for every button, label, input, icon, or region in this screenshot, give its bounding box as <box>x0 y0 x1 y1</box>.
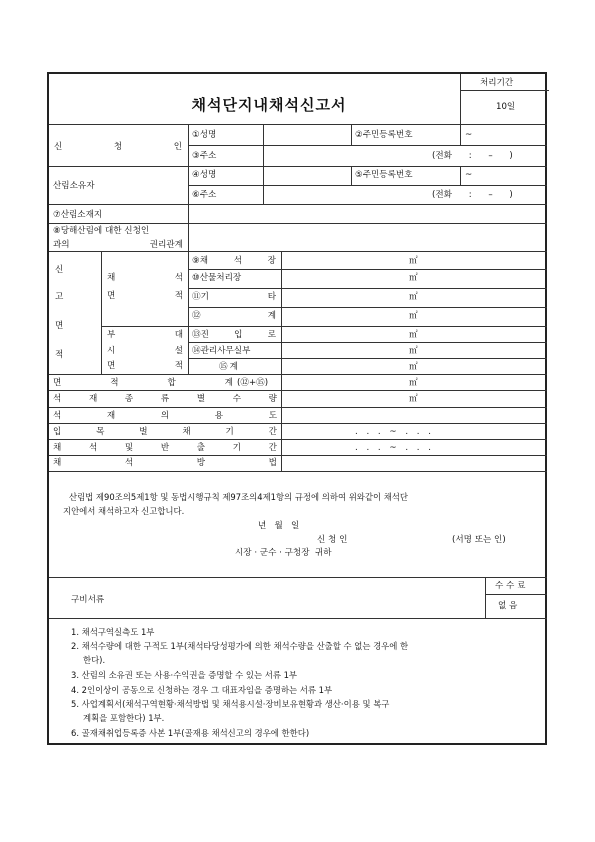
form-title: 채석단지내채석신고서 <box>191 96 347 114</box>
document-item-3: 3. 산림의 소유권 또는 사용·수익권을 증명할 수 있는 서류 1부 <box>71 670 298 680</box>
total-area-value: ㎡ <box>409 378 418 388</box>
applicant-phone: (전화 : – ) <box>432 151 513 161</box>
rights-relation-line1: ⑧당해산림에 대한 신청인 <box>53 226 150 236</box>
logging-period-label: 입 목 벌 채 기 간 <box>53 427 277 437</box>
quarry-area-label-top: 채 석 <box>107 273 183 283</box>
quarry-method-label: 채 석 방 법 <box>53 458 277 468</box>
area-row-office: ⑭관리사무실부 <box>192 346 251 356</box>
rights-relation-line2: 과의 권리관계 <box>53 240 183 250</box>
annex-area-label-mid: 시 설 <box>107 346 183 356</box>
area-row-office-unit: ㎡ <box>409 346 418 356</box>
area-row-subtotal1-unit: ㎡ <box>409 311 418 321</box>
applicant-address-label: ③주소 <box>192 151 217 161</box>
total-area-label: 면 적 합 계 <box>53 378 233 388</box>
stone-quantity-value: ㎡ <box>409 394 418 404</box>
declaration-line2: 지안에서 채석하고자 신고합니다. <box>63 506 185 516</box>
area-row-access-road: ⑬진 입 로 <box>192 330 276 340</box>
owner-id-label: ⑤주민등록번호 <box>355 170 413 180</box>
document-item-2-cont: 한다). <box>83 655 106 665</box>
area-side-label-1: 신 <box>55 265 64 275</box>
quarry-period-value: . . . ~ . . . <box>355 443 431 453</box>
area-row-quarry: ⑨채 석 장 <box>192 256 276 266</box>
forest-owner-label: 산림소유자 <box>53 181 95 191</box>
document-item-5-cont: 계획을 포함한다) 1부. <box>83 713 165 723</box>
document-item-5: 5. 사업계획서(채석구역현황·채석방법 및 채석용시설·장비보유현황과 생산·이용 및 복구 <box>71 699 390 709</box>
declaration-date: 년 월 일 <box>258 521 300 531</box>
total-area-suffix: (⑫+⑮) <box>237 378 269 388</box>
quarry-period-label: 채 석 및 반 출 기 간 <box>53 443 277 453</box>
forest-location-label: ⑦산림소재지 <box>53 210 103 220</box>
annex-area-label-bottom: 면 적 <box>107 361 183 371</box>
documents-label: 구비서류 <box>71 595 105 605</box>
document-item-1: 1. 채석구역실측도 1부 <box>71 627 155 637</box>
area-row-quarry-unit: ㎡ <box>409 256 418 266</box>
processing-period-value: 10일 <box>496 102 516 112</box>
area-row-subtotal2: ⑮계 <box>219 362 240 372</box>
area-row-processing-unit: ㎡ <box>409 273 418 283</box>
applicant-name-label: ①성명 <box>192 130 217 140</box>
area-row-other-unit: ㎡ <box>409 292 418 302</box>
owner-id-value: ~ <box>465 170 473 180</box>
area-side-label-4: 적 <box>55 350 64 360</box>
area-row-other: ⑪기 타 <box>192 292 276 302</box>
area-row-subtotal2-unit: ㎡ <box>409 362 418 372</box>
stone-use-label: 석 재 의 용 도 <box>53 411 277 421</box>
stone-quantity-label: 석 재 종 류 별 수 량 <box>53 394 277 404</box>
declaration-sign: (서명 또는 인) <box>452 535 506 545</box>
document-item-4: 4. 2인이상이 공동으로 신청하는 경우 그 대표자임을 증명하는 서류 1부 <box>71 685 333 695</box>
area-row-subtotal1: ⑫ 계 <box>192 311 276 321</box>
owner-name-label: ④성명 <box>192 170 217 180</box>
area-side-label-2: 고 <box>55 292 64 302</box>
logging-period-value: . . . ~ . . . <box>355 427 431 437</box>
fee-label: 수 수 료 <box>495 581 526 591</box>
processing-period-label: 처리기간 <box>480 78 514 88</box>
area-row-access-road-unit: ㎡ <box>409 330 418 340</box>
applicant-id-label: ②주민등록번호 <box>355 130 413 140</box>
area-side-label-3: 면 <box>55 321 64 331</box>
declaration-signer: 신 청 인 <box>317 535 348 545</box>
owner-phone: (전화 : – ) <box>432 190 513 200</box>
applicant-id-value: ~ <box>465 130 473 140</box>
declaration-line1: 산림법 제90조의5제1항 및 동법시행규칙 제97조의4제1항의 규정에 의하여 위와같이 채석단 <box>69 492 408 502</box>
annex-area-label-top: 부 대 <box>107 330 183 340</box>
area-row-processing: ⑩산물처리장 <box>192 273 242 283</box>
owner-address-label: ⑥주소 <box>192 190 217 200</box>
quarry-area-label-bottom: 면 적 <box>107 291 183 301</box>
fee-value: 없 음 <box>498 601 518 611</box>
document-item-2: 2. 채석수량에 대한 구적도 1부(채석타당성평가에 의한 채석수량을 산출할 수 없는 경우에 한 <box>71 641 409 651</box>
applicant-label: 신 청 인 <box>54 142 182 152</box>
document-item-6: 6. 골재채취업등록증 사본 1부(골재용 채석신고의 경우에 한한다) <box>71 728 310 738</box>
declaration-recipient: 시장 · 군수 · 구청장 귀하 <box>235 548 332 558</box>
quarry-report-form <box>47 72 547 745</box>
